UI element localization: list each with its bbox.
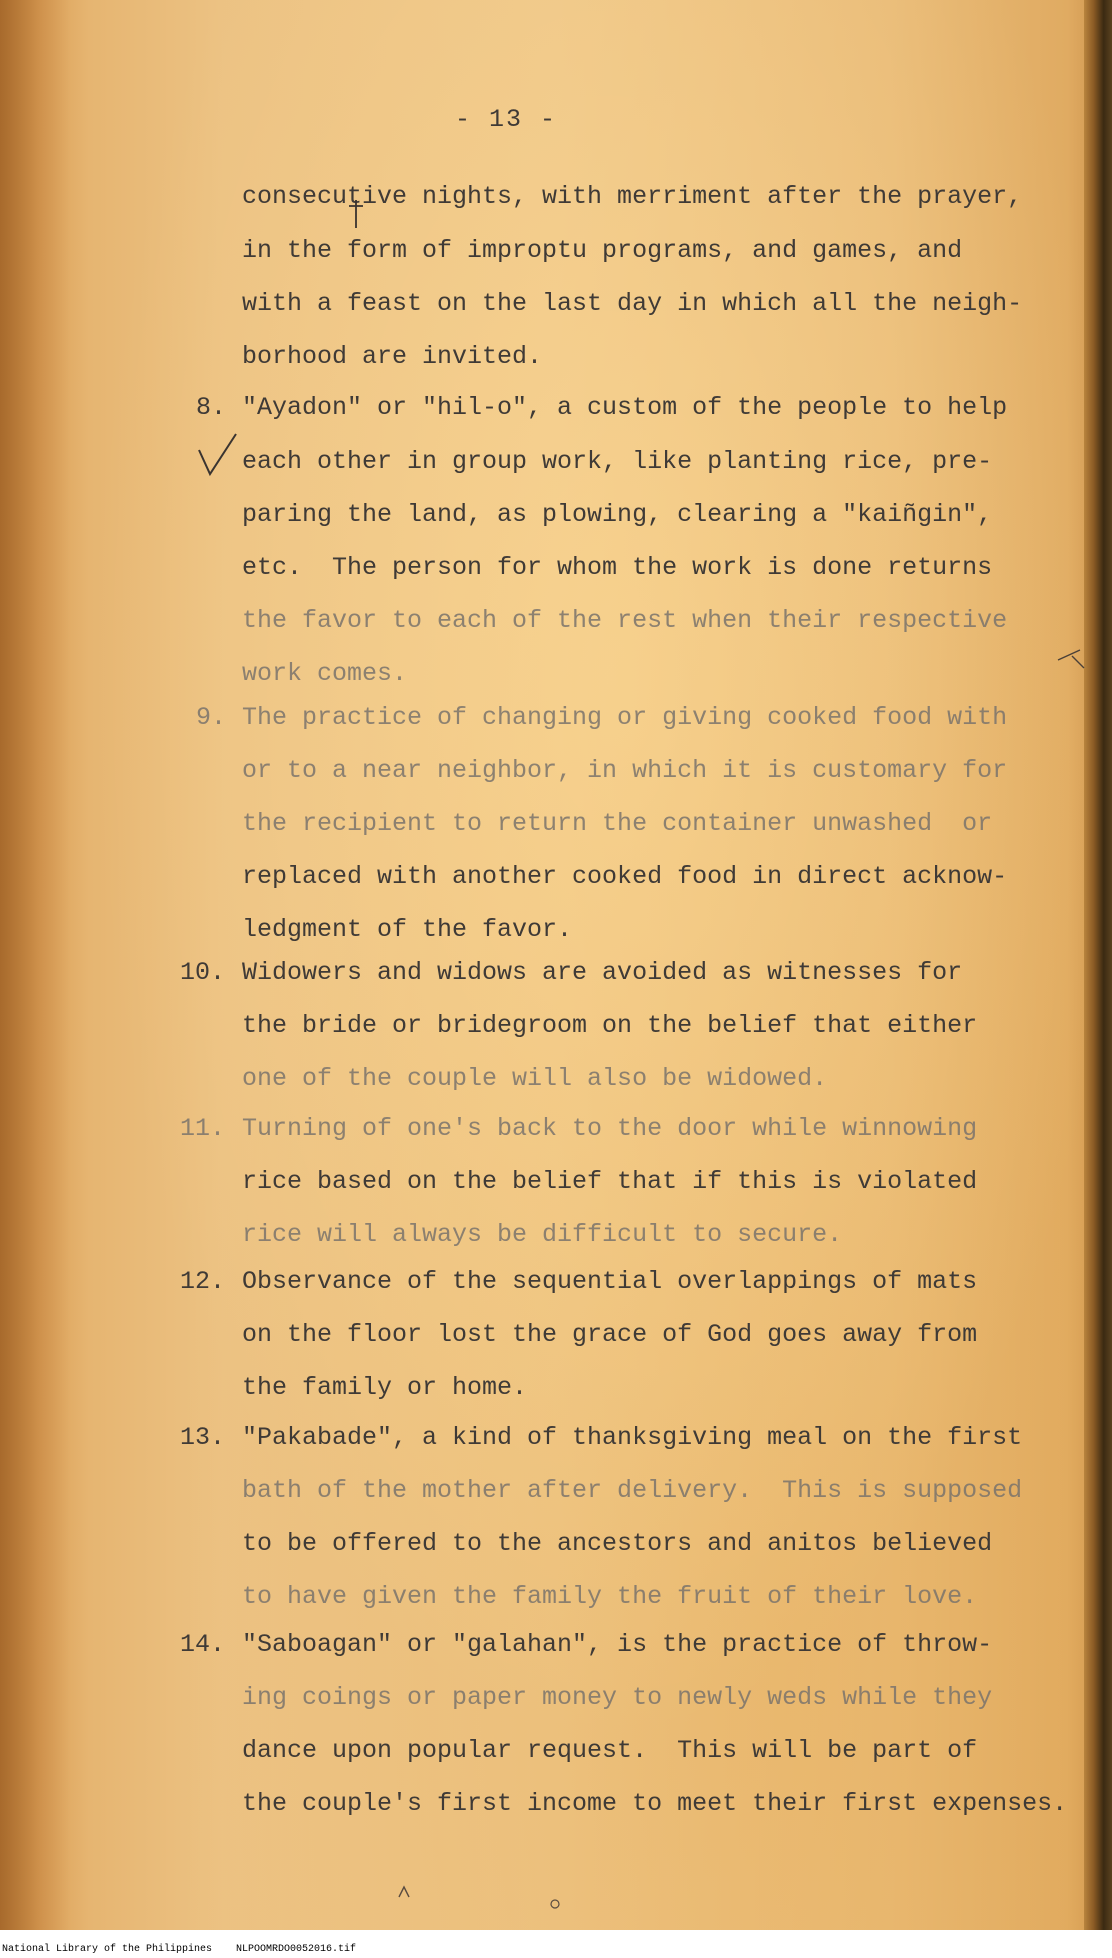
item-line: the family or home. <box>242 1373 528 1402</box>
item-number: 9. <box>196 703 227 732</box>
item-line: the couple's first income to meet their first expenses. <box>242 1789 1068 1818</box>
intro-line: borhood are invited. <box>242 342 543 371</box>
item-line: rice based on the belief that if this is violated <box>242 1167 978 1196</box>
page-edge <box>1084 0 1112 1930</box>
item-line: on the floor lost the grace of God goes away from <box>242 1320 978 1349</box>
item-number: 10. <box>180 958 226 987</box>
item-line: rice will always be difficult to secure. <box>242 1220 843 1249</box>
item-line: Widowers and widows are avoided as witnesses for <box>242 958 963 987</box>
item-line: each other in group work, like planting rice, pre- <box>242 447 993 476</box>
item-line: "Ayadon" or "hil-o", a custom of the people to help <box>242 393 1008 422</box>
item-number: 8. <box>196 393 227 422</box>
item-line: The practice of changing or giving cooked food with <box>242 703 1008 732</box>
pen-margin-dash <box>1056 648 1086 672</box>
item-number: 12. <box>180 1267 226 1296</box>
item-line: or to a near neighbor, in which it is customary for <box>242 756 1008 785</box>
item-number: 14. <box>180 1630 226 1659</box>
archive-footer: National Library of the Philippines NLPOOMRDO0052016.tif <box>2 1944 357 1955</box>
item-line: replaced with another cooked food in direct acknow- <box>242 862 1008 891</box>
pen-checkmark <box>196 430 240 480</box>
item-line: the favor to each of the rest when their respective <box>242 606 1008 635</box>
item-line: "Saboagan" or "galahan", is the practice of throw- <box>242 1630 993 1659</box>
item-line: Observance of the sequential overlappings of mats <box>242 1267 978 1296</box>
item-line: to be offered to the ancestors and anitos believed <box>242 1529 993 1558</box>
item-line: Turning of one's back to the door while winnowing <box>242 1114 978 1143</box>
pen-insertion-mark <box>346 198 366 232</box>
item-line: ledgment of the favor. <box>242 915 573 944</box>
intro-line: in the form of improptu programs, and games, and <box>242 236 963 265</box>
item-line: the bride or bridegroom on the belief that either <box>242 1011 978 1040</box>
page-number: - 13 - <box>455 105 558 134</box>
item-line: the recipient to return the container unwashed or <box>242 809 993 838</box>
item-line: etc. The person for whom the work is done returns <box>242 553 993 582</box>
item-line: bath of the mother after delivery. This is supposed <box>242 1476 1023 1505</box>
item-line: "Pakabade", a kind of thanksgiving meal on the first <box>242 1423 1023 1452</box>
item-line: work comes. <box>242 659 408 688</box>
item-line: paring the land, as plowing, clearing a "kaiñgin", <box>242 500 993 529</box>
binding-shadow <box>0 0 70 1930</box>
item-line: to have given the family the fruit of their love. <box>242 1582 978 1611</box>
pen-circle-mark <box>548 1897 562 1911</box>
item-line: ing coings or paper money to newly weds while they <box>242 1683 993 1712</box>
intro-line: with a feast on the last day in which all the neigh- <box>242 289 1023 318</box>
item-number: 11. <box>180 1114 226 1143</box>
item-line: one of the couple will also be widowed. <box>242 1064 828 1093</box>
intro-line: consecutive nights, with merriment after the prayer, <box>242 182 1023 211</box>
item-number: 13. <box>180 1423 226 1452</box>
pen-mark <box>396 1885 412 1899</box>
item-line: dance upon popular request. This will be part of <box>242 1736 978 1765</box>
